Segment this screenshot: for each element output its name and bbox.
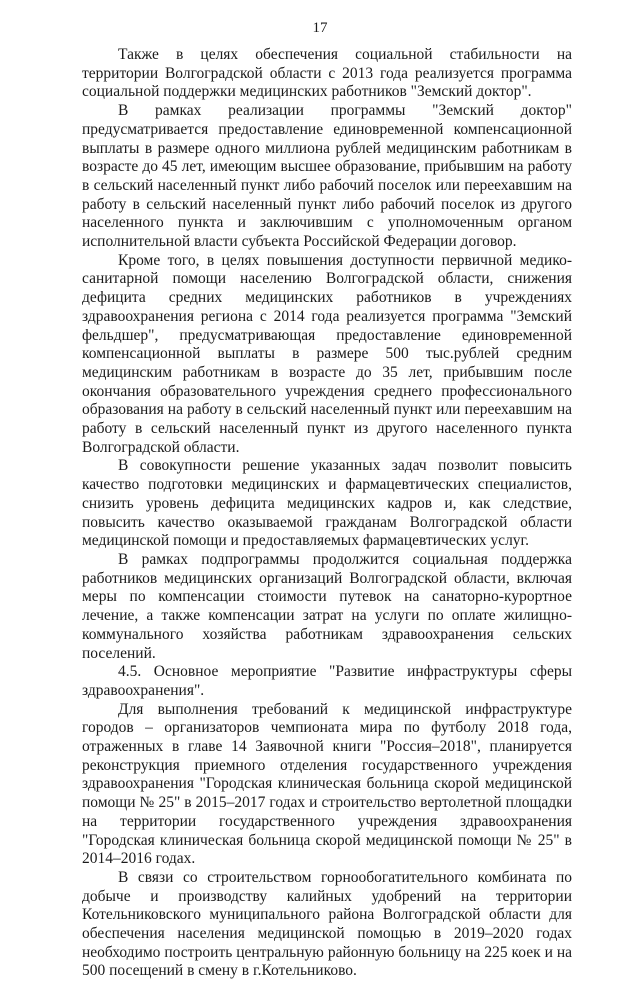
paragraph-zemsky-doctor-payment: В рамках реализации программы "Земский доктор" предусматривается предоставление единовременной компенсационной выплаты в размере одного миллиона рублей медицинским работникам в возрасте до 45 лет, имеющим высшее образование, прибывшим на работу в сельский населенный пункт либо рабочий поселок или переехавшим на работу в сельский населенный пункт либо рабочий поселок из другого населенного пункта и заключившим с уполномоченным органом исполнительной власти субъекта Российской Федерации договор. <box>82 102 572 251</box>
document-body <box>82 46 572 981</box>
paragraph-kotelnikovo-hospital: В связи со строительством горнообогатительного комбината по добыче и производству калийных удобрений на территории Котельниковского муниципального района Волгоградской области для обеспечения населения медицинской помощью в 2019–2020 годах необходимо построить центральную районную больницу на 225 коек и на 500 посещений в смену в г.Котельниково. <box>82 868 572 980</box>
paragraph-tasks-summary: В совокупности решение указанных задач позволит повысить качество подготовки медицинских и фармацевтических специалистов, снизить уровень дефицита медицинских кадров и, как следствие, повысить качество оказываемой гражданам Волгоградской области медицинской помощи и предоставляемых фармацевтических услуг. <box>82 457 572 550</box>
paragraph-social-support: В рамках подпрограммы продолжится социальная поддержка работников медицинских организаций Волгоградской области, включая меры по компенсации стоимости путевок на санаторно-курортное лечение, а также компенсации затрат на услуги по оплате жилищно-коммунального хозяйства работникам здравоохранения сельских поселений. <box>82 550 572 662</box>
section-heading-4-5: 4.5. Основное мероприятие "Развитие инфраструктуры сферы здравоохранения". <box>82 663 572 699</box>
paragraph-zemsky-feldsher: Кроме того, в целях повышения доступности первичной медико-санитарной помощи населению Волгоградской области, снижения дефицита средних медицинских работников в учреждениях здравоохранения региона с 2014 года реализуется программа "Земский фельдшер", предусматривающая предоставление единовременной компенсационной выплаты в размере 500 тыс.рублей средним медицинским работникам в возрасте до 35 лет, прибывшим после окончания образовательного учреждения среднего профессионального образования на работу в сельский населенный пункт или переехавшим на работу в сельский населенный пункт из другого населенного пункта Волгоградской области. <box>82 251 572 456</box>
page-number: 17 <box>312 20 328 36</box>
paragraph-world-cup-infrastructure: Для выполнения требований к медицинской инфраструктуре городов – организаторов чемпионата мира по футболу 2018 года, отраженных в главе 14 Заявочной книги "Россия–2018", планируется реконструкция приемного отделения государственного учреждения здравоохранения "Городская клиническая больница скорой медицинской помощи № 25" в 2015–2017 годах и строительство вертолетной площадки на территории государственного учреждения здравоохранения "Городская клиническая больница скорой медицинской помощи № 25" в 2014–2016 годах. <box>82 700 572 868</box>
paragraph-zemsky-doctor-intro: Также в целях обеспечения социальной стабильности на территории Волгоградской области с 2013 года реализуется программа социальной поддержки медицинских работников "Земский доктор". <box>82 46 572 101</box>
